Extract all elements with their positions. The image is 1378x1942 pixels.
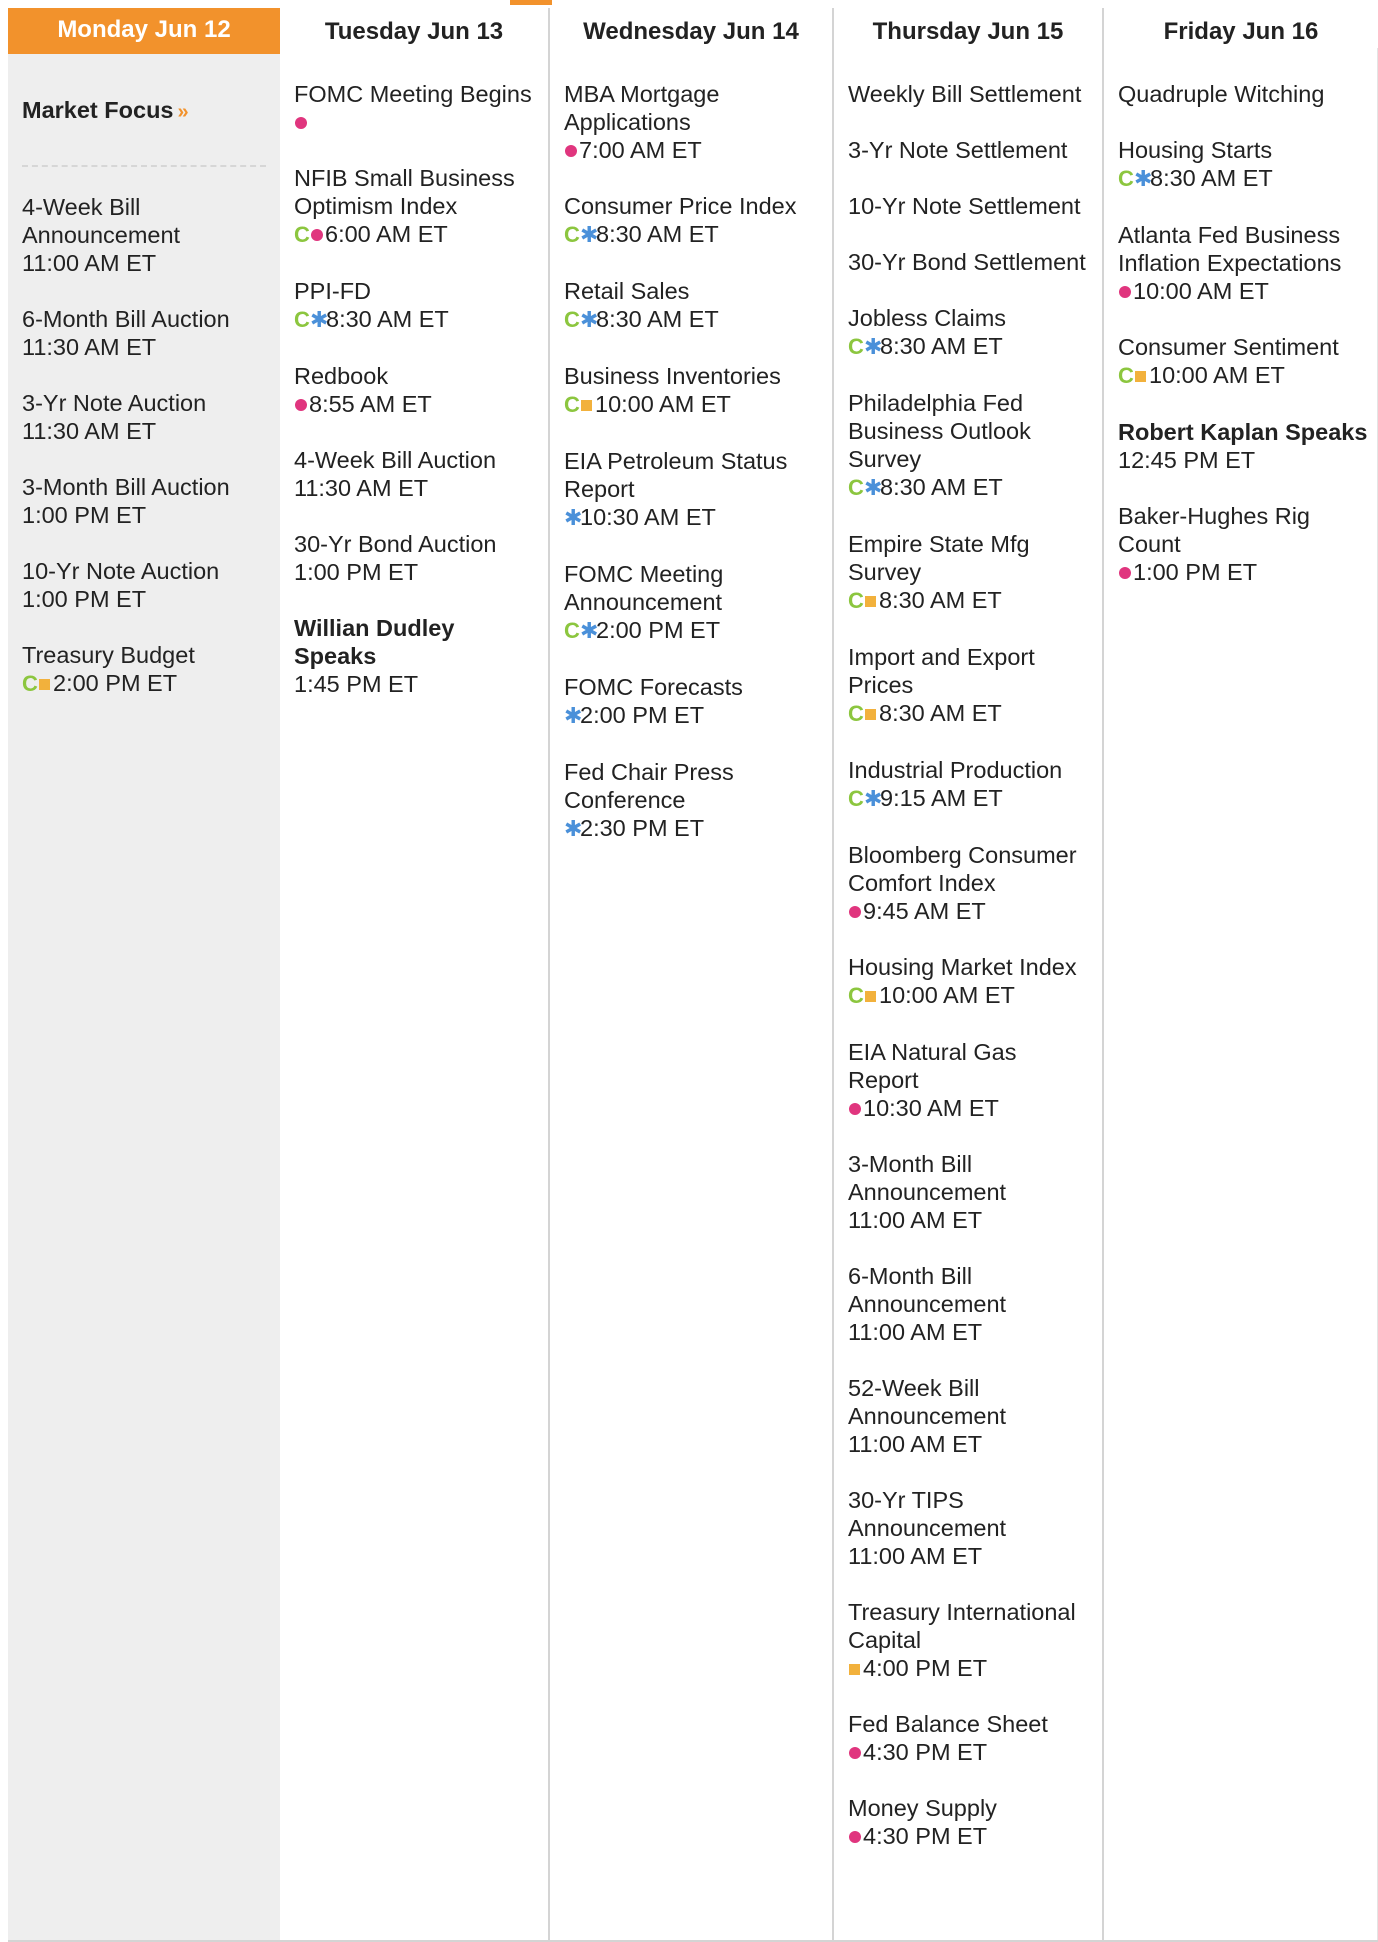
event-name-text: 30-Yr Bond Settlement (848, 249, 1086, 275)
event-time: 1:45 PM ET (294, 671, 419, 697)
event-name[interactable] (1118, 418, 1368, 446)
event-time: 4:00 PM ET (863, 1655, 988, 1681)
calendar-event[interactable] (1118, 502, 1368, 586)
day-column-thursday (834, 8, 1104, 1942)
event-name-text: Philadelphia Fed Business Outlook Survey (848, 390, 1031, 472)
event-time: 1:00 PM ET (22, 502, 147, 528)
event-name[interactable] (294, 80, 538, 136)
event-time-line (564, 701, 822, 730)
event-name[interactable] (848, 643, 1092, 699)
calendar-event[interactable] (564, 277, 822, 334)
calendar-event[interactable] (294, 80, 538, 136)
event-name-text: Consumer Sentiment (1118, 334, 1339, 360)
calendar-event[interactable] (564, 362, 822, 419)
event-name[interactable] (294, 530, 538, 558)
event-name[interactable] (848, 1710, 1092, 1738)
event-name[interactable] (22, 193, 270, 249)
calendar-event[interactable] (848, 530, 1092, 615)
consensus-icon: C (564, 307, 580, 332)
event-time: 10:30 AM ET (580, 504, 716, 530)
event-name-text: 30-Yr TIPS Announcement (848, 1487, 1007, 1541)
event-name[interactable] (564, 673, 822, 701)
calendar-event[interactable] (1118, 80, 1368, 108)
event-name-text: 3-Month Bill Auction (22, 474, 230, 500)
event-name[interactable] (848, 1262, 1092, 1318)
calendar-event[interactable] (22, 557, 270, 613)
event-name-text: Retail Sales (564, 278, 690, 304)
event-time-line (848, 473, 1092, 502)
event-name-text: Treasury International Capital (848, 1599, 1076, 1653)
event-name[interactable] (22, 389, 270, 417)
event-time-line (1118, 446, 1368, 474)
event-time-line (848, 332, 1092, 361)
consensus-icon: C (848, 786, 864, 811)
event-time-line (848, 1206, 1092, 1234)
event-name-text: FOMC Meeting Announcement (564, 561, 724, 615)
event-time: 4:30 PM ET (863, 1823, 988, 1849)
event-time: 1:00 PM ET (294, 559, 419, 585)
event-name[interactable] (848, 1150, 1092, 1206)
calendar-event[interactable] (848, 192, 1092, 220)
calendar-event[interactable] (1118, 333, 1368, 390)
event-time: 8:30 AM ET (596, 306, 719, 332)
star-icon: ✱ (580, 618, 599, 643)
event-name-text: MBA Mortgage Applications (564, 81, 720, 135)
square-icon (865, 596, 876, 607)
calendar-event[interactable] (294, 614, 538, 698)
event-name-text: 10-Yr Note Auction (22, 558, 220, 584)
event-name[interactable] (848, 530, 1092, 586)
event-time-line (22, 333, 270, 361)
event-name[interactable] (848, 1794, 1092, 1822)
event-time: 10:00 AM ET (879, 982, 1015, 1008)
event-name[interactable] (564, 192, 822, 220)
event-time: 11:00 AM ET (22, 250, 157, 276)
event-time: 7:00 AM ET (579, 137, 702, 163)
event-time-line (848, 1430, 1092, 1458)
calendar-event[interactable] (848, 953, 1092, 1010)
day-column-tuesday (280, 8, 550, 1942)
event-name[interactable] (564, 560, 822, 616)
event-name[interactable] (848, 953, 1092, 981)
consensus-icon: C (848, 334, 864, 359)
calendar-event[interactable] (848, 1038, 1092, 1122)
event-time-line (22, 585, 270, 613)
event-name[interactable] (848, 1486, 1092, 1542)
event-name[interactable] (1118, 333, 1368, 361)
event-name-text: 6-Month Bill Announcement (848, 1263, 1007, 1317)
calendar-event[interactable] (848, 304, 1092, 361)
event-time-line (564, 390, 822, 419)
star-icon: ✱ (864, 475, 883, 500)
event-name[interactable] (294, 164, 538, 220)
event-time: 2:00 PM ET (580, 702, 705, 728)
event-name-text: 30-Yr Bond Auction (294, 531, 497, 557)
event-name-text: Treasury Budget (22, 642, 195, 668)
event-name[interactable] (848, 136, 1092, 164)
calendar-event[interactable] (294, 530, 538, 586)
calendar-event[interactable] (564, 447, 822, 532)
calendar-event[interactable] (848, 1262, 1092, 1346)
consensus-icon: C (848, 701, 864, 726)
event-time-line (848, 1318, 1092, 1346)
market-focus-label: Market Focus (22, 97, 174, 123)
calendar-event[interactable] (848, 1150, 1092, 1234)
calendar-event[interactable] (848, 756, 1092, 813)
event-name[interactable] (564, 758, 822, 814)
event-time: 8:30 AM ET (1150, 165, 1273, 191)
event-time-line (22, 249, 270, 277)
calendar-event[interactable] (1118, 418, 1368, 474)
calendar-event[interactable] (848, 1794, 1092, 1850)
event-time-line (1118, 277, 1368, 305)
event-time-line (564, 220, 822, 249)
event-time-line (848, 1094, 1092, 1122)
consensus-icon: C (848, 983, 864, 1008)
consensus-icon: C (564, 392, 580, 417)
event-time: 11:00 AM ET (848, 1207, 983, 1233)
event-time: 8:30 AM ET (326, 306, 449, 332)
day-header[interactable]: Friday Jun 16 (1163, 18, 1319, 45)
dot-icon (849, 1103, 861, 1115)
calendar-event[interactable] (294, 362, 538, 418)
event-name-text: 4-Week Bill Announcement (22, 194, 181, 248)
calendar-event[interactable] (22, 641, 270, 698)
calendar-event[interactable] (294, 446, 538, 502)
event-time-line (848, 1822, 1092, 1850)
calendar-event[interactable] (848, 389, 1092, 502)
calendar-event[interactable] (848, 1710, 1092, 1766)
event-name-text: Baker-Hughes Rig Count (1118, 503, 1311, 557)
event-name-text: Robert Kaplan Speaks (1118, 419, 1368, 445)
event-time: 8:30 AM ET (880, 333, 1003, 359)
calendar-event[interactable] (848, 80, 1092, 108)
event-name-text: Consumer Price Index (564, 193, 797, 219)
event-name-text: 52-Week Bill Announcement (848, 1375, 1007, 1429)
event-name[interactable] (22, 641, 270, 669)
event-time: 9:15 AM ET (880, 785, 1003, 811)
event-name[interactable] (848, 80, 1092, 108)
square-icon (865, 991, 876, 1002)
event-time-line (1118, 164, 1368, 193)
event-time-line (294, 558, 538, 586)
event-list (280, 55, 548, 698)
event-time-line (564, 503, 822, 532)
square-icon (39, 679, 50, 690)
calendar-event[interactable] (1118, 136, 1368, 193)
dot-icon (311, 229, 323, 241)
active-tab-indicator (510, 0, 552, 5)
calendar-event[interactable] (22, 389, 270, 445)
event-time: 2:00 PM ET (53, 670, 178, 696)
event-name[interactable] (848, 192, 1092, 220)
event-name[interactable] (1118, 80, 1368, 108)
calendar-event[interactable] (564, 673, 822, 730)
calendar-event[interactable] (22, 305, 270, 361)
calendar-event[interactable] (1118, 221, 1368, 305)
calendar-event[interactable] (564, 758, 822, 843)
day-column-wednesday (550, 8, 834, 1942)
event-name[interactable] (294, 614, 538, 670)
event-name-text: Money Supply (848, 1795, 997, 1821)
star-icon: ✱ (1134, 166, 1153, 191)
star-icon: ✱ (310, 307, 329, 332)
consensus-icon: C (1118, 166, 1134, 191)
event-time-line (564, 814, 822, 843)
day-column-monday (8, 8, 280, 1942)
star-icon: ✱ (580, 222, 599, 247)
calendar-event[interactable] (848, 1598, 1092, 1682)
dot-icon (849, 1831, 861, 1843)
event-time: 9:45 AM ET (863, 898, 986, 924)
event-name[interactable] (22, 473, 270, 501)
event-time: 11:00 AM ET (848, 1543, 983, 1569)
calendar-event[interactable] (848, 643, 1092, 728)
event-name-text: Business Inventories (564, 363, 781, 389)
event-name[interactable] (564, 362, 822, 390)
dot-icon (849, 906, 861, 918)
event-name-text: Bloomberg Consumer Comfort Index (848, 842, 1077, 896)
event-time-line (848, 586, 1092, 615)
dot-icon (849, 1747, 861, 1759)
event-name[interactable] (848, 389, 1092, 473)
event-time: 2:00 PM ET (596, 617, 721, 643)
event-name[interactable] (848, 841, 1092, 897)
event-list (1104, 55, 1378, 586)
event-name[interactable] (294, 277, 538, 305)
calendar-event[interactable] (294, 277, 538, 334)
calendar-event[interactable] (848, 248, 1092, 276)
event-time-line (848, 699, 1092, 728)
star-icon: ✱ (580, 307, 599, 332)
consensus-icon: C (564, 222, 580, 247)
event-name-text: 3-Yr Note Auction (22, 390, 207, 416)
consensus-icon: C (848, 475, 864, 500)
dot-icon (1119, 567, 1131, 579)
event-name-text: 6-Month Bill Auction (22, 306, 230, 332)
event-name[interactable] (1118, 502, 1368, 558)
event-name[interactable] (294, 362, 538, 390)
event-time: 2:30 PM ET (580, 815, 705, 841)
star-icon: ✱ (864, 786, 883, 811)
event-name-text: Housing Market Index (848, 954, 1077, 980)
calendar-event[interactable] (848, 136, 1092, 164)
day-column-friday (1104, 8, 1378, 1942)
day-header[interactable]: Monday Jun 12 (8, 8, 280, 54)
day-header[interactable]: Thursday Jun 15 (872, 18, 1064, 45)
event-name-text: EIA Natural Gas Report (848, 1039, 1017, 1093)
event-name-text: Atlanta Fed Business Inflation Expectations (1118, 222, 1342, 276)
calendar-event[interactable] (22, 473, 270, 529)
event-name-text: Quadruple Witching (1118, 81, 1325, 107)
event-time-line (848, 1654, 1092, 1682)
consensus-icon: C (294, 307, 310, 332)
square-icon (865, 709, 876, 720)
event-name[interactable] (564, 277, 822, 305)
event-name-text: Housing Starts (1118, 137, 1273, 163)
calendar-event[interactable] (848, 1486, 1092, 1570)
consensus-icon: C (848, 588, 864, 613)
event-time: 10:00 AM ET (1133, 278, 1269, 304)
event-time: 1:00 PM ET (22, 586, 147, 612)
event-time: 1:00 PM ET (1133, 559, 1258, 585)
event-list (8, 167, 280, 698)
event-name[interactable] (848, 1038, 1092, 1094)
event-time-line (1118, 558, 1368, 586)
event-list (550, 55, 832, 843)
event-time-line (848, 1738, 1092, 1766)
event-name-text: 4-Week Bill Auction (294, 447, 497, 473)
event-time: 10:00 AM ET (1149, 362, 1285, 388)
economic-calendar (8, 8, 1378, 1942)
calendar-event[interactable] (564, 192, 822, 249)
event-time-line (1118, 361, 1368, 390)
event-time-line (294, 305, 538, 334)
calendar-event[interactable] (848, 841, 1092, 925)
event-name-text: 10-Yr Note Settlement (848, 193, 1081, 219)
event-name[interactable] (848, 1374, 1092, 1430)
event-time-line (294, 390, 538, 418)
dot-icon (295, 117, 307, 129)
event-name[interactable] (564, 447, 822, 503)
event-list (834, 55, 1102, 1850)
event-time-line (564, 616, 822, 645)
event-time-line (22, 501, 270, 529)
event-name[interactable] (564, 80, 822, 136)
event-name-text: Willian Dudley Speaks (294, 615, 455, 669)
star-icon: ✱ (564, 505, 583, 530)
square-icon (581, 400, 592, 411)
event-name-text: FOMC Meeting Begins (294, 81, 532, 107)
event-time: 8:30 AM ET (880, 474, 1003, 500)
event-name-text: 3-Month Bill Announcement (848, 1151, 1007, 1205)
market-focus-link[interactable] (8, 54, 280, 165)
double-chevron-icon: » (177, 101, 189, 123)
event-name[interactable] (294, 446, 538, 474)
event-name-text: Fed Balance Sheet (848, 1711, 1048, 1737)
event-name[interactable] (848, 248, 1092, 276)
event-name-text: Industrial Production (848, 757, 1063, 783)
day-header[interactable]: Wednesday Jun 14 (583, 18, 799, 45)
event-time-line (22, 669, 270, 698)
event-time: 11:30 AM ET (22, 418, 157, 444)
event-name[interactable] (22, 557, 270, 585)
star-icon: ✱ (564, 703, 583, 728)
event-name[interactable] (848, 756, 1092, 784)
event-time: 6:00 AM ET (325, 221, 448, 247)
event-time: 4:30 PM ET (863, 1739, 988, 1765)
event-name-text: PPI-FD (294, 278, 372, 304)
event-time: 8:30 AM ET (596, 221, 719, 247)
event-time: 8:30 AM ET (879, 587, 1002, 613)
event-name[interactable] (22, 305, 270, 333)
event-time: 11:00 AM ET (848, 1431, 983, 1457)
star-icon: ✱ (564, 816, 583, 841)
square-icon (1135, 371, 1146, 382)
event-time-line (848, 1542, 1092, 1570)
consensus-icon: C (22, 671, 38, 696)
event-time: 11:30 AM ET (22, 334, 157, 360)
event-name-text: 3-Yr Note Settlement (848, 137, 1068, 163)
event-time-line (294, 670, 538, 698)
event-time: 8:30 AM ET (879, 700, 1002, 726)
event-name-text: NFIB Small Business Optimism Index (294, 165, 515, 219)
event-time: 10:30 AM ET (863, 1095, 999, 1121)
calendar-event[interactable] (848, 1374, 1092, 1458)
event-name[interactable] (848, 1598, 1092, 1654)
dot-icon (295, 399, 307, 411)
calendar-event[interactable] (564, 80, 822, 164)
star-icon: ✱ (864, 334, 883, 359)
event-time: 11:30 AM ET (294, 475, 429, 501)
event-name-text: Empire State Mfg Survey (848, 531, 1030, 585)
event-time: 10:00 AM ET (595, 391, 731, 417)
event-time-line (848, 897, 1092, 925)
event-name[interactable] (848, 304, 1092, 332)
calendar-event[interactable] (294, 164, 538, 249)
event-name-text: Jobless Claims (848, 305, 1007, 331)
event-name-text: EIA Petroleum Status Report (564, 448, 788, 502)
event-time-line (564, 136, 822, 164)
square-icon (849, 1664, 860, 1675)
event-time-line (294, 474, 538, 502)
event-time: 12:45 PM ET (1118, 447, 1256, 473)
event-time-line (564, 305, 822, 334)
consensus-icon: C (1118, 363, 1134, 388)
dot-icon (1119, 286, 1131, 298)
event-time-line (294, 220, 538, 249)
dot-icon (565, 145, 577, 157)
event-name-text: FOMC Forecasts (564, 674, 743, 700)
event-name[interactable] (1118, 136, 1368, 164)
event-time-line (848, 784, 1092, 813)
calendar-event[interactable] (564, 560, 822, 645)
event-name-text: Weekly Bill Settlement (848, 81, 1082, 107)
consensus-icon: C (564, 618, 580, 643)
event-time: 11:00 AM ET (848, 1319, 983, 1345)
event-time: 8:55 AM ET (309, 391, 432, 417)
event-name[interactable] (1118, 221, 1368, 277)
event-name-text: Fed Chair Press Conference (564, 759, 734, 813)
calendar-event[interactable] (22, 193, 270, 277)
event-name-text: Redbook (294, 363, 389, 389)
day-header[interactable]: Tuesday Jun 13 (324, 18, 504, 45)
consensus-icon: C (294, 222, 310, 247)
event-time-line (22, 417, 270, 445)
event-name-text: Import and Export Prices (848, 644, 1035, 698)
event-time-line (848, 981, 1092, 1010)
